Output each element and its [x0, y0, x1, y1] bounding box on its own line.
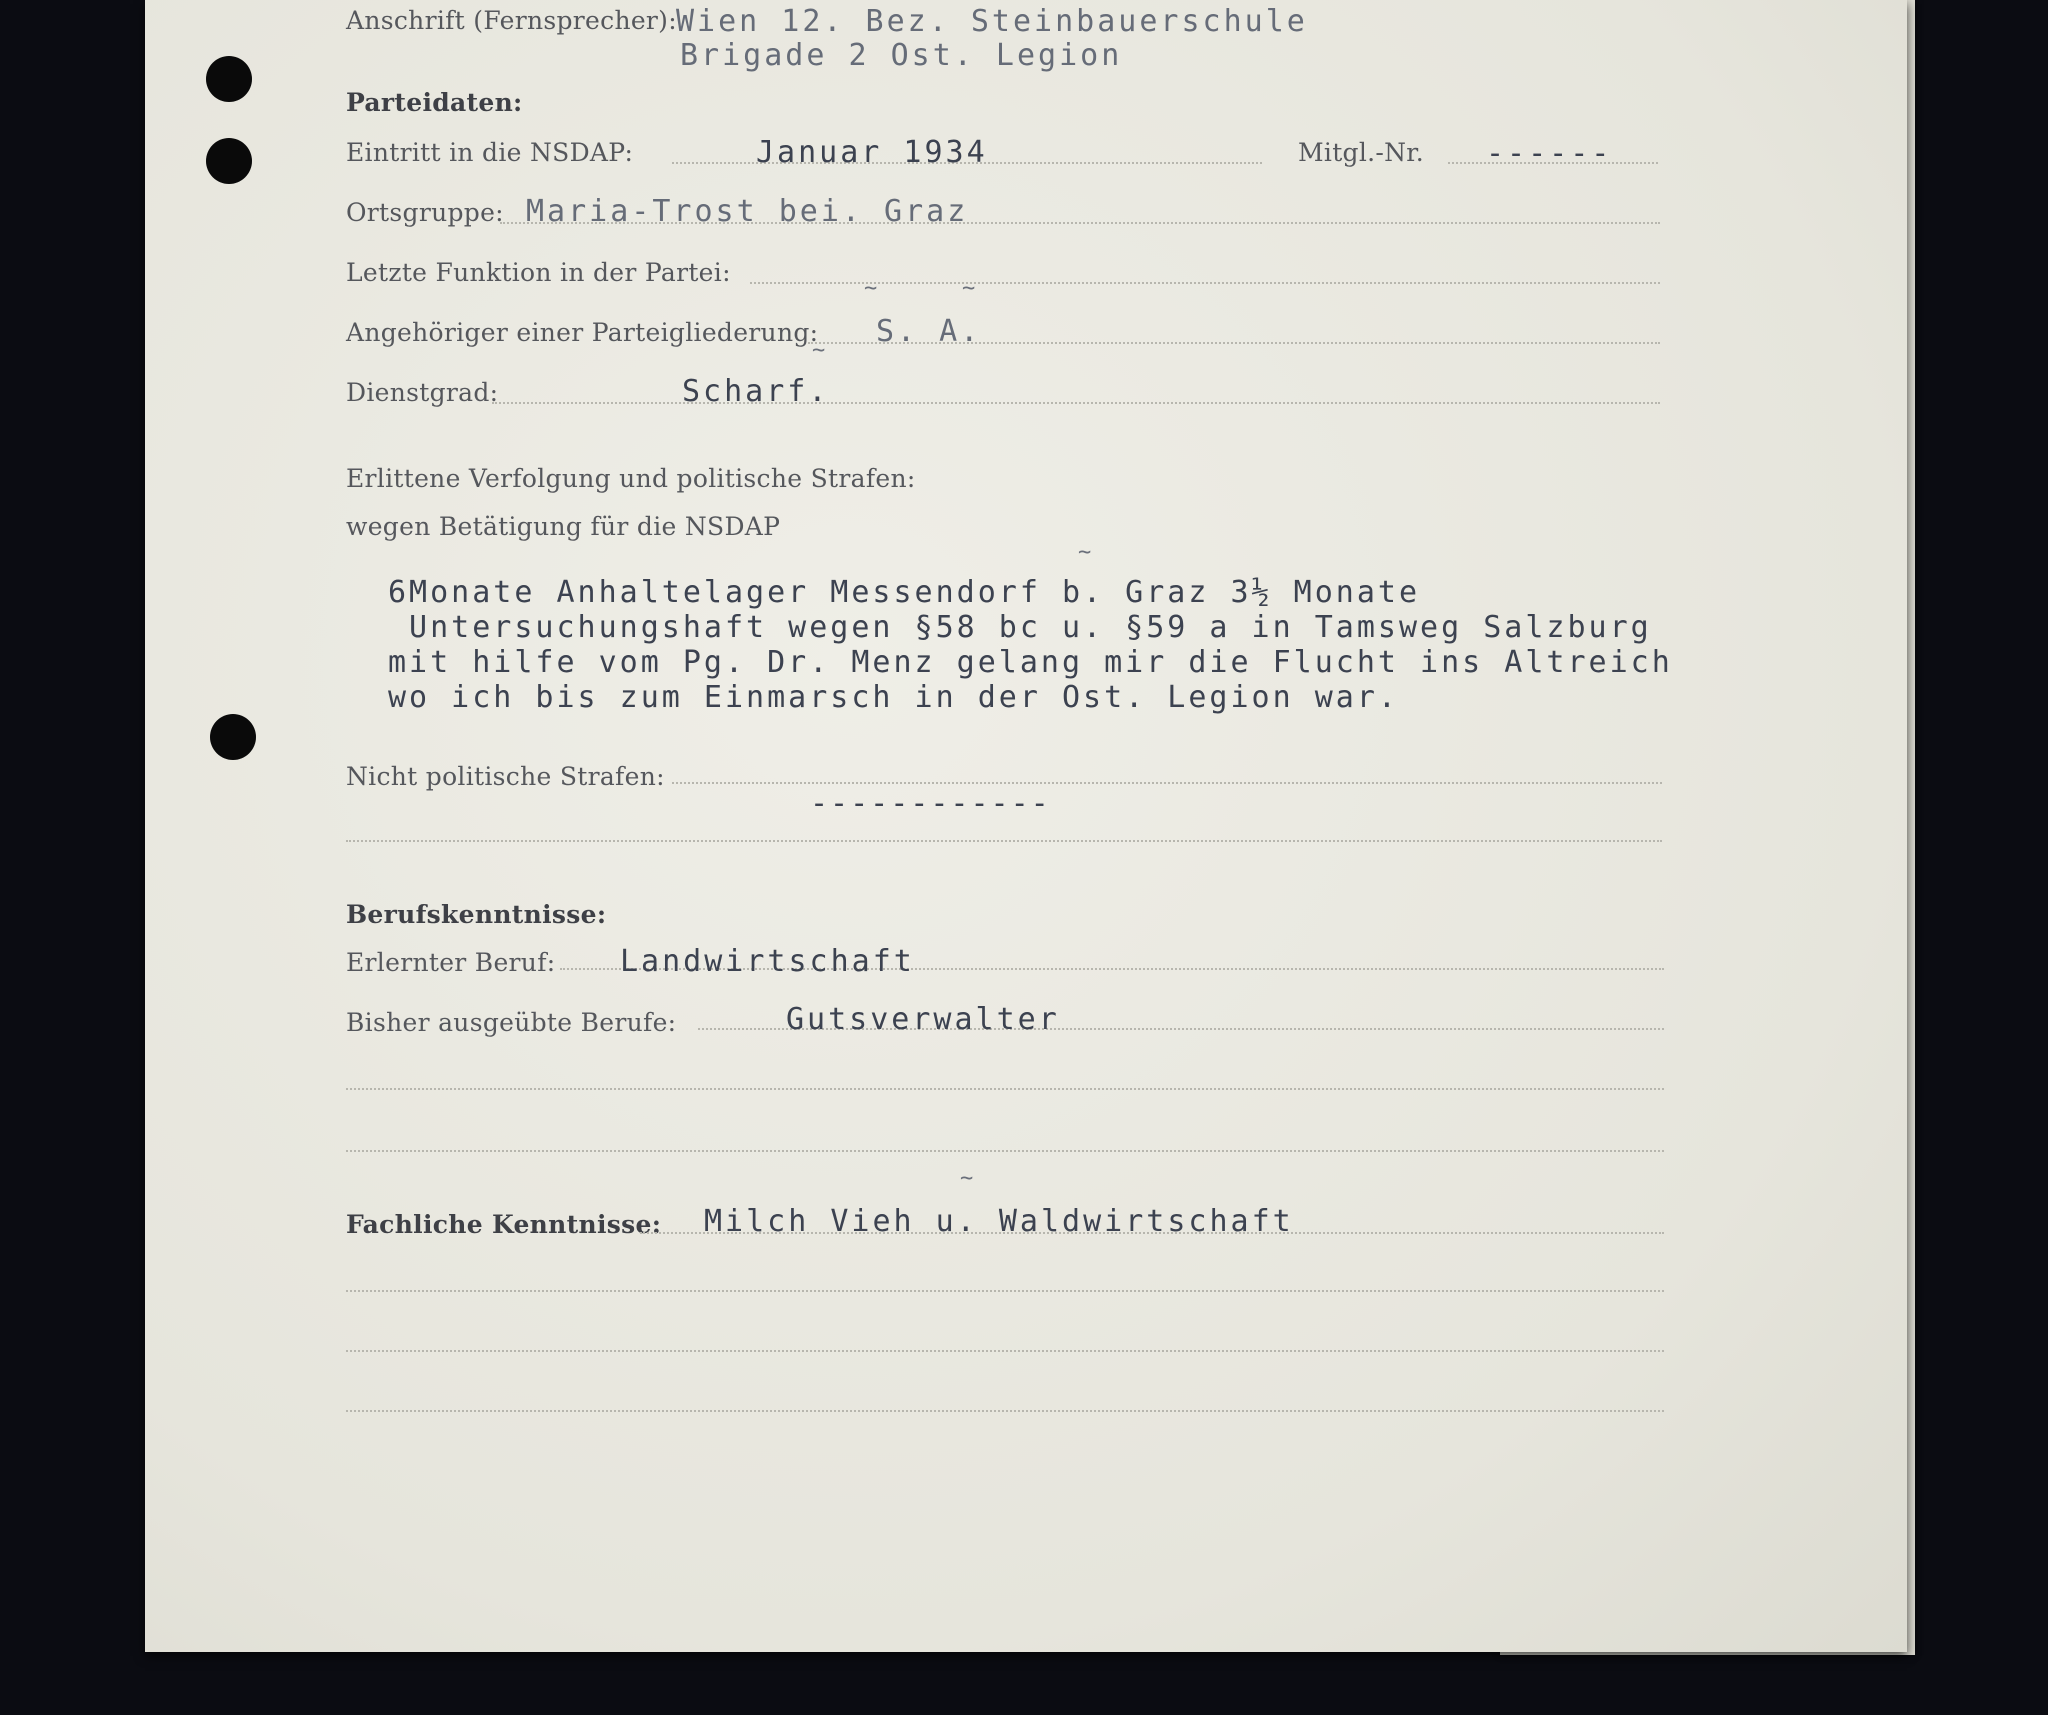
eintritt-value: Januar 1934	[756, 135, 988, 170]
erlernt-label: Erlernter Beruf:	[346, 948, 556, 977]
document-page	[145, 0, 1907, 1652]
nicht-politisch-label: Nicht politische Strafen:	[346, 762, 665, 791]
bisher-value: Gutsverwalter	[786, 1002, 1060, 1037]
funktion-label: Letzte Funktion in der Partei:	[346, 258, 731, 287]
typewriter-mark: ~	[962, 276, 976, 301]
nicht-politisch-line	[672, 782, 1662, 784]
punch-hole-bottom	[210, 714, 256, 760]
blank-line	[346, 840, 1662, 842]
mitgl-value: ------	[1486, 136, 1613, 171]
blank-line	[346, 1350, 1664, 1352]
ortsgruppe-value: Maria-Trost bei. Graz	[526, 194, 969, 229]
punch-hole-top	[206, 56, 252, 102]
verfolgung-label-line2: wegen Betätigung für die NSDAP	[346, 512, 781, 541]
fachlich-label: Fachliche Kenntnisse:	[346, 1210, 662, 1239]
dienstgrad-label: Dienstgrad:	[346, 378, 499, 407]
fachlich-value: Milch Vieh u. Waldwirtschaft	[704, 1204, 1294, 1239]
bisher-label: Bisher ausgeübte Berufe:	[346, 1008, 677, 1037]
typewriter-mark: ~	[960, 1166, 974, 1191]
typewriter-mark: ~	[864, 276, 878, 301]
blank-line	[346, 1290, 1664, 1292]
parteidaten-heading: Parteidaten:	[346, 88, 523, 117]
anschrift-label: Anschrift (Fernsprecher):	[346, 6, 677, 35]
gliederung-value: S. A.	[876, 314, 982, 349]
anschrift-value-line1: Wien 12. Bez. Steinbauerschule	[676, 4, 1308, 39]
nicht-politisch-value: ------------	[810, 786, 1051, 821]
gliederung-label: Angehöriger einer Parteigliederung:	[346, 318, 819, 347]
blank-line	[346, 1410, 1664, 1412]
verfolgung-label-line1: Erlittene Verfolgung und politische Strafen:	[346, 464, 916, 493]
mitgl-label: Mitgl.-Nr.	[1298, 138, 1425, 167]
beruf-heading: Berufskenntnisse:	[346, 900, 607, 929]
anschrift-value-line2: Brigade 2 Ost. Legion	[680, 38, 1123, 73]
blank-line	[346, 1150, 1664, 1152]
verfolgung-text: 6Monate Anhaltelager Messendorf b. Graz 3½ Monate Untersuchungshaft wegen §58 bc u. §59 a in Tamsweg Salzburg mit hilfe vom Pg. Dr. Menz gelang mir die Flucht ins Altreich wo ich bis zum Einmarsch in der Ost. Legion war.	[388, 575, 1673, 715]
erlernt-value: Landwirtschaft	[620, 944, 915, 979]
eintritt-label: Eintritt in die NSDAP:	[346, 138, 634, 167]
blank-line	[346, 1088, 1664, 1090]
ortsgruppe-label: Ortsgruppe:	[346, 198, 504, 227]
typewriter-mark: ~	[1078, 540, 1092, 565]
punch-hole-middle	[206, 138, 252, 184]
dienstgrad-value: Scharf.	[682, 374, 830, 409]
funktion-line	[750, 282, 1660, 284]
dienstgrad-line	[492, 402, 1660, 404]
typewriter-mark: ~	[812, 338, 826, 363]
